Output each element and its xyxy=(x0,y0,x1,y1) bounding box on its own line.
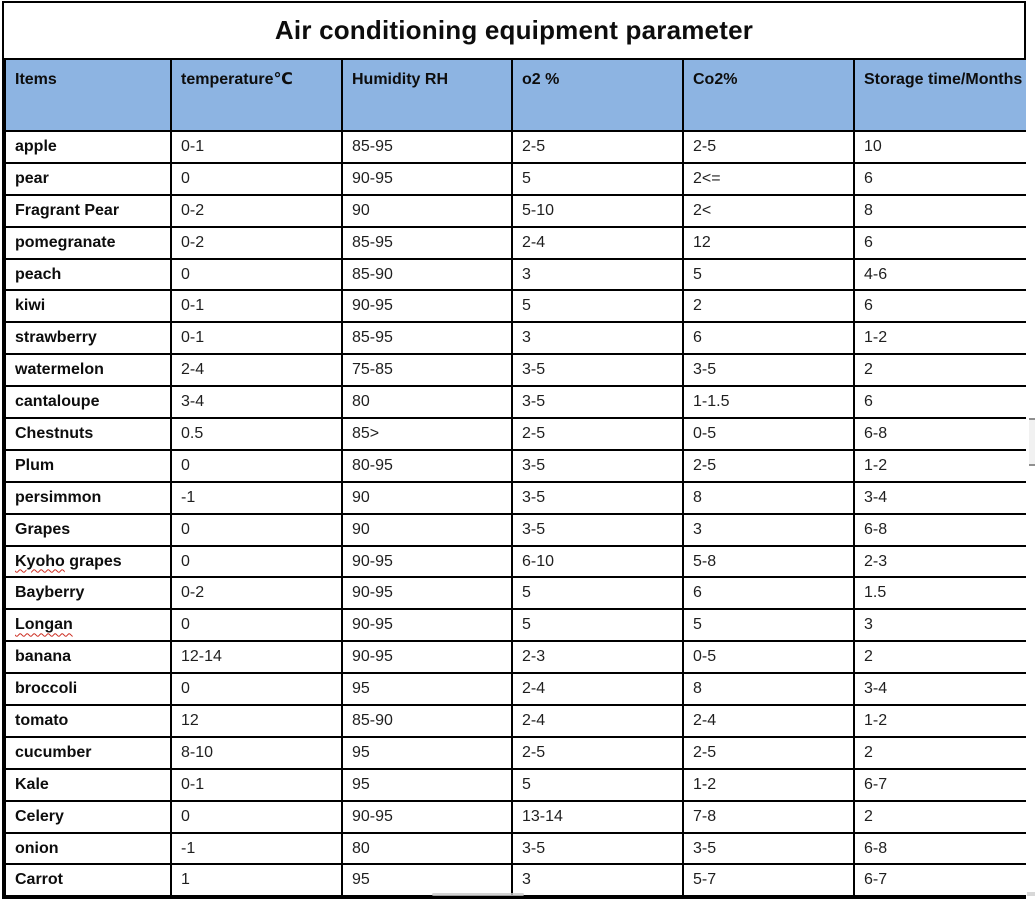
item-cell: Chestnuts xyxy=(5,418,171,450)
item-cell: Fragrant Pear xyxy=(5,195,171,227)
value-cell: 6 xyxy=(854,290,1029,322)
table-row xyxy=(5,673,1029,705)
item-cell: Bayberry xyxy=(5,577,171,609)
value-cell: 2 xyxy=(854,737,1029,769)
value-cell: 95 xyxy=(342,769,512,801)
table-body xyxy=(5,131,1029,896)
value-cell: -1 xyxy=(171,482,342,514)
value-cell: 5 xyxy=(512,577,683,609)
parameter-table-container xyxy=(2,1,1026,899)
table-row xyxy=(5,450,1029,482)
item-cell: cucumber xyxy=(5,737,171,769)
table-row xyxy=(5,354,1029,386)
value-cell: 6-8 xyxy=(854,514,1029,546)
item-cell: Kale xyxy=(5,769,171,801)
value-cell: 2 xyxy=(854,354,1029,386)
value-cell: 5 xyxy=(683,609,854,641)
value-cell: 0-1 xyxy=(171,131,342,163)
column-header: temperature℃ xyxy=(171,59,342,131)
item-cell: tomato xyxy=(5,705,171,737)
value-cell: 90-95 xyxy=(342,546,512,578)
value-cell: 2-4 xyxy=(683,705,854,737)
value-cell: 0 xyxy=(171,546,342,578)
vertical-scrollbar-thumb[interactable] xyxy=(1029,418,1035,466)
value-cell: 85> xyxy=(342,418,512,450)
value-cell: 3-5 xyxy=(512,482,683,514)
value-cell: 4-6 xyxy=(854,259,1029,291)
horizontal-scrollbar-fragment[interactable] xyxy=(432,893,524,896)
parameter-table xyxy=(4,58,1030,897)
value-cell: 0 xyxy=(171,259,342,291)
column-header: Items xyxy=(5,59,171,131)
value-cell: 2 xyxy=(854,641,1029,673)
value-cell: 90 xyxy=(342,195,512,227)
value-cell: 3-5 xyxy=(512,450,683,482)
item-cell: Kyoho grapes xyxy=(5,546,171,578)
value-cell: 2-4 xyxy=(171,354,342,386)
table-row xyxy=(5,546,1029,578)
value-cell: 3-5 xyxy=(512,386,683,418)
value-cell: 3-5 xyxy=(683,833,854,865)
value-cell: 5-10 xyxy=(512,195,683,227)
item-cell: peach xyxy=(5,259,171,291)
value-cell: 80-95 xyxy=(342,450,512,482)
value-cell: 5 xyxy=(512,163,683,195)
value-cell: 6 xyxy=(683,577,854,609)
value-cell: 1 xyxy=(171,864,342,896)
value-cell: 2-4 xyxy=(512,705,683,737)
item-cell: pomegranate xyxy=(5,227,171,259)
table-row xyxy=(5,801,1029,833)
value-cell: 1-2 xyxy=(854,705,1029,737)
table-row xyxy=(5,641,1029,673)
column-header: Humidity RH xyxy=(342,59,512,131)
value-cell: 1-2 xyxy=(854,322,1029,354)
value-cell: 85-95 xyxy=(342,322,512,354)
value-cell: 90-95 xyxy=(342,577,512,609)
value-cell: 5 xyxy=(683,259,854,291)
value-cell: 2-5 xyxy=(512,418,683,450)
value-cell: 95 xyxy=(342,864,512,896)
value-cell: 2-4 xyxy=(512,227,683,259)
value-cell: 3 xyxy=(683,514,854,546)
value-cell: 2<= xyxy=(683,163,854,195)
page-title: Air conditioning equipment parameter xyxy=(274,15,754,45)
value-cell: 5 xyxy=(512,290,683,322)
table-row xyxy=(5,609,1029,641)
value-cell: 3-4 xyxy=(854,673,1029,705)
table-row xyxy=(5,131,1029,163)
table-row xyxy=(5,705,1029,737)
value-cell: 2 xyxy=(854,801,1029,833)
table-row xyxy=(5,322,1029,354)
misspelled-word: Longan xyxy=(15,616,73,634)
item-cell xyxy=(5,609,171,641)
value-cell: 0 xyxy=(171,673,342,705)
item-cell: Carrot xyxy=(5,864,171,896)
value-cell: 2-3 xyxy=(854,546,1029,578)
item-cell: persimmon xyxy=(5,482,171,514)
value-cell: 8 xyxy=(854,195,1029,227)
value-cell: 6 xyxy=(854,227,1029,259)
value-cell: 80 xyxy=(342,833,512,865)
value-cell: 6-7 xyxy=(854,769,1029,801)
item-cell: watermelon xyxy=(5,354,171,386)
item-cell: Grapes xyxy=(5,514,171,546)
value-cell: 1-1.5 xyxy=(683,386,854,418)
value-cell: 12 xyxy=(683,227,854,259)
value-cell: 0 xyxy=(171,514,342,546)
item-cell: banana xyxy=(5,641,171,673)
item-cell: Plum xyxy=(5,450,171,482)
value-cell: 85-90 xyxy=(342,259,512,291)
table-row xyxy=(5,227,1029,259)
value-cell: 95 xyxy=(342,737,512,769)
value-cell: 1-2 xyxy=(854,450,1029,482)
value-cell: 85-95 xyxy=(342,131,512,163)
table-row xyxy=(5,418,1029,450)
value-cell: 2 xyxy=(683,290,854,322)
value-cell: 90-95 xyxy=(342,641,512,673)
table-row xyxy=(5,737,1029,769)
value-cell: 3-5 xyxy=(512,354,683,386)
item-cell: kiwi xyxy=(5,290,171,322)
value-cell: 12-14 xyxy=(171,641,342,673)
value-cell: 3-5 xyxy=(512,514,683,546)
value-cell: 0 xyxy=(171,609,342,641)
item-cell: pear xyxy=(5,163,171,195)
value-cell: 2-5 xyxy=(512,131,683,163)
value-cell: 6-8 xyxy=(854,418,1029,450)
value-cell: 80 xyxy=(342,386,512,418)
table-row xyxy=(5,482,1029,514)
value-cell: 0-1 xyxy=(171,290,342,322)
table-row xyxy=(5,163,1029,195)
value-cell: 90-95 xyxy=(342,609,512,641)
value-cell: 1.5 xyxy=(854,577,1029,609)
value-cell: 3-4 xyxy=(171,386,342,418)
value-cell: 6-10 xyxy=(512,546,683,578)
value-cell: 5 xyxy=(512,769,683,801)
value-cell: 2-5 xyxy=(512,737,683,769)
value-cell: 3 xyxy=(512,259,683,291)
misspelled-word: Kyoho xyxy=(15,552,65,570)
value-cell: 90-95 xyxy=(342,290,512,322)
table-row xyxy=(5,577,1029,609)
table-row xyxy=(5,386,1029,418)
value-cell: 8-10 xyxy=(171,737,342,769)
item-cell: cantaloupe xyxy=(5,386,171,418)
column-header: Co2% xyxy=(683,59,854,131)
value-cell: 0 xyxy=(171,163,342,195)
value-cell: 90-95 xyxy=(342,801,512,833)
value-cell: 12 xyxy=(171,705,342,737)
value-cell: 5-7 xyxy=(683,864,854,896)
value-cell: 2-3 xyxy=(512,641,683,673)
item-cell: Celery xyxy=(5,801,171,833)
value-cell: 90 xyxy=(342,482,512,514)
table-row xyxy=(5,514,1029,546)
value-cell: 95 xyxy=(342,673,512,705)
value-cell: 0-2 xyxy=(171,227,342,259)
value-cell: 2-5 xyxy=(683,131,854,163)
value-cell: 0.5 xyxy=(171,418,342,450)
header-row xyxy=(5,59,1029,131)
value-cell: 90 xyxy=(342,514,512,546)
value-cell: 3 xyxy=(512,864,683,896)
value-cell: 90-95 xyxy=(342,163,512,195)
value-cell: 3-5 xyxy=(512,833,683,865)
column-header: Storage time/Months xyxy=(854,59,1029,131)
value-cell: 6 xyxy=(854,163,1029,195)
value-cell: 85-95 xyxy=(342,227,512,259)
value-cell: 0-2 xyxy=(171,577,342,609)
value-cell: 8 xyxy=(683,673,854,705)
value-cell: 0-5 xyxy=(683,641,854,673)
value-cell: 0-2 xyxy=(171,195,342,227)
table-row xyxy=(5,769,1029,801)
table-title-bar xyxy=(4,3,1024,58)
value-cell: 6 xyxy=(854,386,1029,418)
value-cell: 13-14 xyxy=(512,801,683,833)
value-cell: -1 xyxy=(171,833,342,865)
table-row xyxy=(5,290,1029,322)
value-cell: 8 xyxy=(683,482,854,514)
scrollbar-corner xyxy=(1027,892,1035,896)
table-row xyxy=(5,259,1029,291)
value-cell: 0-5 xyxy=(683,418,854,450)
value-cell: 0 xyxy=(171,801,342,833)
value-cell: 3-4 xyxy=(854,482,1029,514)
value-cell: 2-4 xyxy=(512,673,683,705)
value-cell: 2-5 xyxy=(683,450,854,482)
value-cell: 5 xyxy=(512,609,683,641)
value-cell: 0-1 xyxy=(171,322,342,354)
value-cell: 1-2 xyxy=(683,769,854,801)
table-row xyxy=(5,833,1029,865)
value-cell: 85-90 xyxy=(342,705,512,737)
table-row xyxy=(5,195,1029,227)
item-cell: onion xyxy=(5,833,171,865)
value-cell: 2-5 xyxy=(683,737,854,769)
value-cell: 3 xyxy=(512,322,683,354)
value-cell: 6-8 xyxy=(854,833,1029,865)
item-cell: strawberry xyxy=(5,322,171,354)
value-cell: 6-7 xyxy=(854,864,1029,896)
column-header: o2 % xyxy=(512,59,683,131)
table-row xyxy=(5,864,1029,896)
value-cell: 7-8 xyxy=(683,801,854,833)
item-cell: broccoli xyxy=(5,673,171,705)
value-cell: 75-85 xyxy=(342,354,512,386)
value-cell: 2< xyxy=(683,195,854,227)
value-cell: 10 xyxy=(854,131,1029,163)
item-cell: apple xyxy=(5,131,171,163)
value-cell: 5-8 xyxy=(683,546,854,578)
value-cell: 3 xyxy=(854,609,1029,641)
value-cell: 0-1 xyxy=(171,769,342,801)
value-cell: 0 xyxy=(171,450,342,482)
value-cell: 3-5 xyxy=(683,354,854,386)
value-cell: 6 xyxy=(683,322,854,354)
